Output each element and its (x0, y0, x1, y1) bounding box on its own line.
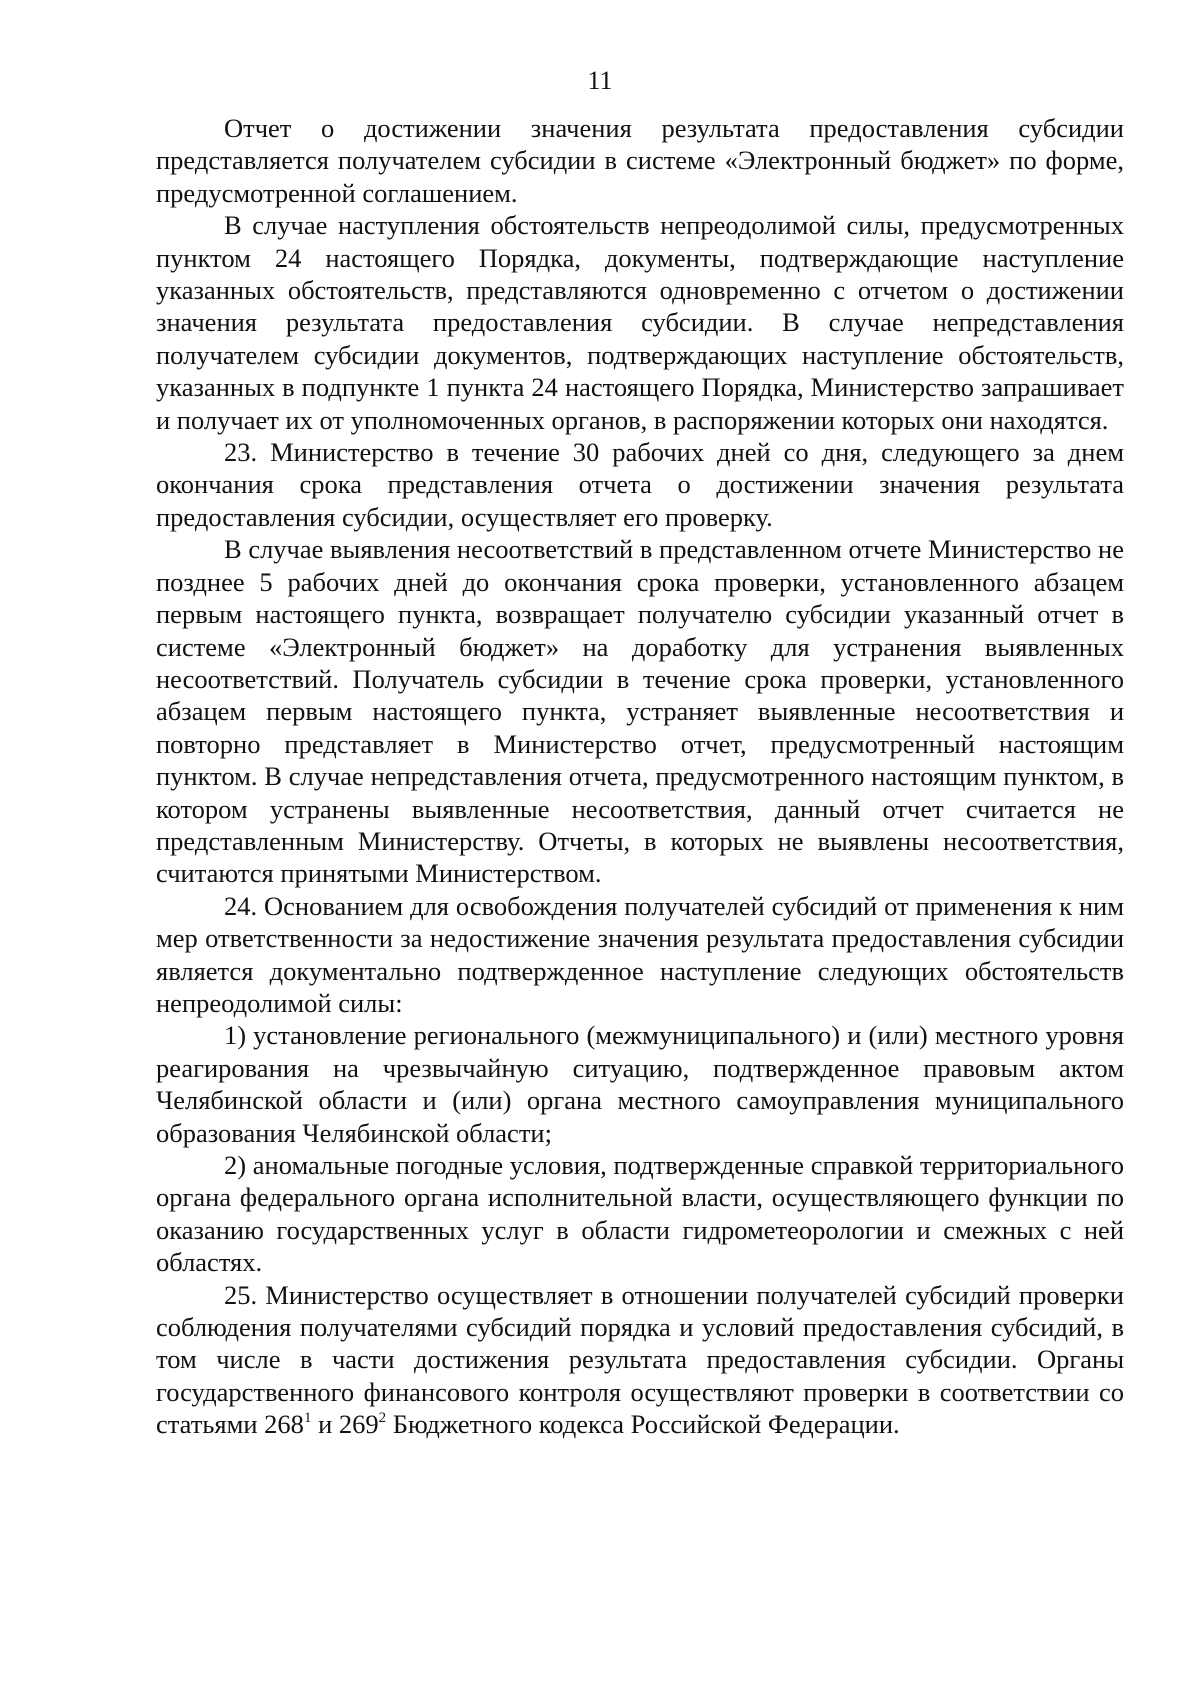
paragraph-item-25 (156, 1279, 1124, 1441)
paragraph-text: и 269 (311, 1409, 379, 1440)
paragraph-text: 2) аномальные погодные условия, подтвержденные справкой территориального органа федерального органа исполнительной власти, осуществляющего функции по оказанию государственных услуг в области гидрометеорологии и смежных с ней областях. (156, 1150, 1124, 1278)
paragraph-subitem-2 (156, 1149, 1124, 1279)
paragraph-item-23 (156, 436, 1124, 533)
paragraph-text: 1) установление регионального (межмуниципального) и (или) местного уровня реагирования на чрезвычайную ситуацию, подтвержденное правовым актом Челябинской области и (или) органа местного самоуправления муниципального образования Челябинской области; (156, 1020, 1124, 1148)
paragraph-report-submission (156, 112, 1124, 209)
paragraph-text: 24. Основанием для освобождения получателей субсидий от применения к ним мер ответственности за недостижение значения результата предоставления субсидии является документально подтвержденное наступление следующих обстоятельств непреодолимой силы: (156, 890, 1124, 1018)
superscript-article-268: 1 (303, 1410, 312, 1427)
superscript-article-269: 2 (378, 1410, 387, 1427)
paragraph-text: 23. Министерство в течение 30 рабочих дней со дня, следующего за днем окончания срока представления отчета о достижении значения результата предоставления субсидии, осуществляет его проверку. (156, 437, 1124, 532)
document-body (156, 112, 1124, 1441)
paragraph-text: В случае наступления обстоятельств непреодолимой силы, предусмотренных пунктом 24 настоящего Порядка, документы, подтверждающие наступление указанных обстоятельств, представляются одновременно с отчетом о достижении значения результата предоставления субсидии. В случае непредставления получателем субсидии документов, подтверждающих наступление обстоятельств, указанных в подпункте 1 пункта 24 настоящего Порядка, Министерство запрашивает и получает их от уполномоченных органов, в распоряжении которых они находятся. (156, 210, 1124, 435)
paragraph-text: Отчет о достижении значения результата предоставления субсидии представляется получателем субсидии в системе «Электронный бюджет» по форме, предусмотренной соглашением. (156, 113, 1124, 208)
paragraph-item-24 (156, 890, 1124, 1020)
paragraph-discrepancies (156, 533, 1124, 889)
paragraph-text: 25. Министерство осуществляет в отношении получателей субсидий проверки соблюдения получателями субсидий порядка и условий предоставления субсидий, в том числе в части достижения результата предоставления субсидии. Органы государственного финансового контроля осуществляют проверки в соответствии со статьями 268 (156, 1279, 1124, 1440)
page-number: 11 (587, 66, 613, 95)
paragraph-text: В случае выявления несоответствий в представленном отчете Министерство не позднее 5 рабочих дней до окончания срока проверки, установленного абзацем первым настоящего пункта, возвращает получателю субсидии указанный отчет в системе «Электронный бюджет» на доработку для устранения выявленных несоответствий. Получатель субсидии в течение срока проверки, установленного абзацем первым настоящего пункта, устраняет выявленные несоответствия и повторно представляет в Министерство отчет, предусмотренный настоящим пунктом. В случае непредставления отчета, предусмотренного настоящим пунктом, в котором устранены выявленные несоответствия, данный отчет считается не представленным Министерству. Отчеты, в которых не выявлены несоответствия, считаются принятыми Министерством. (156, 534, 1124, 889)
paragraph-force-majeure-documents (156, 209, 1124, 436)
paragraph-subitem-1 (156, 1019, 1124, 1149)
paragraph-text: Бюджетного кодекса Российской Федерации. (386, 1409, 900, 1440)
